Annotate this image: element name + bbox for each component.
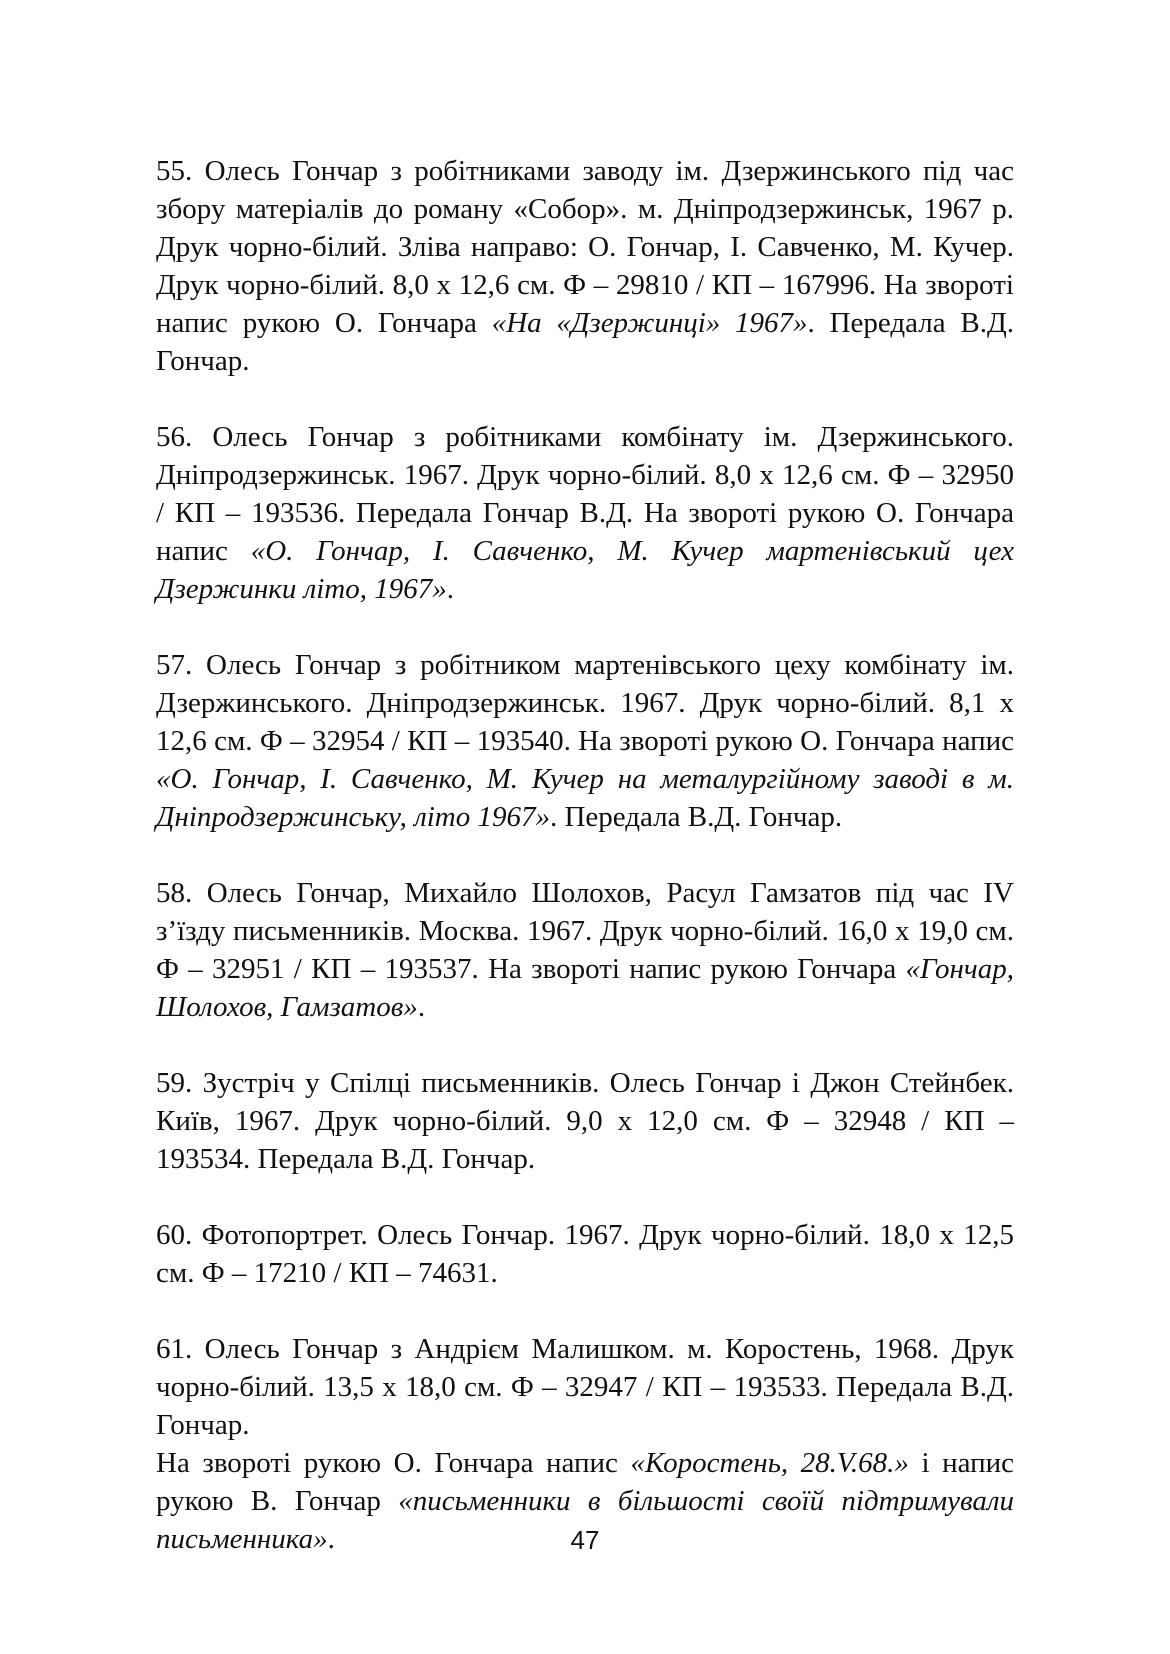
entry-text: Олесь Гончар, Михайло Шолохов, Расул Гамзатов під час IV з’їзду письменників. Москва. 1967. Друк чорно-білий. 16,0 х 19,0 см. Ф – 32951 / КП – 193537. На звороті напис рукою Гончара [156, 877, 1014, 985]
catalog-entry-59 [156, 1064, 1014, 1178]
catalog-entry-58 [156, 874, 1014, 1026]
entry-text: Зустріч у Спілці письменників. Олесь Гончар і Джон Стейнбек. Київ, 1967. Друк чорно-білий. 9,0 х 12,0 см. Ф – 32948 / КП – 193534. Передала В.Д. Гончар. [156, 1067, 1014, 1175]
entry-text: і напис рукою В. Гончар [156, 1447, 1014, 1517]
entry-inscription: «Коростень, 28.V.68.» [630, 1447, 909, 1479]
entry-number: 57. [156, 649, 193, 681]
entry-text: Олесь Гончар з робітниками комбінату ім. Дзержинського. Дніпродзержинськ. 1967. Друк чорно-білий. 8,0 х 12,6 см. Ф – 32950 / КП – 193536. Передала Гончар В.Д. На звороті рукою О. Гончара напис [156, 421, 1014, 567]
entry-inscription: «На «Дзержинці» 1967» [491, 307, 808, 339]
entry-text: . Передала В.Д. Гончар. [549, 801, 843, 833]
page-number: 47 [570, 1525, 600, 1555]
entry-paragraph [156, 874, 1014, 1026]
entry-number: 61. [156, 1333, 193, 1365]
entry-paragraph [156, 646, 1014, 836]
entry-inscription: «Гончар, Шолохов, Гамзатов» [156, 953, 1014, 1023]
entry-number: 55. [156, 155, 193, 187]
entry-text: Олесь Гончар з робітником мартенівського цеху комбінату ім. Дзержинського. Дніпродзержинськ. 1967. Друк чорно-білий. 8,1 х 12,6 см. Ф – 32954 / КП – 193540. На звороті рукою О. Гончара напис [156, 649, 1015, 757]
entry-text: Фотопортрет. Олесь Гончар. 1967. Друк чорно-білий. 18,0 х 12,5 см. Ф – 17210 / КП – 74631. [156, 1219, 1014, 1289]
entry-number: 58. [156, 877, 193, 909]
catalog-entry-56 [156, 418, 1014, 608]
catalog-entry-61 [156, 1330, 1014, 1558]
entry-paragraph [156, 418, 1014, 608]
entry-text: . [327, 1523, 335, 1555]
catalog-entries [156, 152, 1014, 1596]
entry-paragraph [156, 152, 1014, 380]
catalog-entry-55 [156, 152, 1014, 380]
entry-number: 56. [156, 421, 193, 453]
entry-paragraph [156, 1330, 1014, 1444]
catalog-entry-57 [156, 646, 1014, 836]
entry-text: . [446, 573, 454, 605]
entry-paragraph [156, 1216, 1014, 1292]
entry-inscription: «О. Гончар, І. Савченко, М. Кучер мартенівський цех Дзержинки літо, 1967» [156, 535, 1014, 605]
entry-text: . [417, 991, 426, 1023]
entry-inscription: «О. Гончар, І. Савченко, М. Кучер на металургійному заводі в м. Дніпродзержинську, літо 1967» [156, 763, 1014, 833]
entry-number: 59. [156, 1067, 193, 1099]
entry-text: Олесь Гончар з Андрієм Малишком. м. Коростень, 1968. Друк чорно-білий. 13,5 х 18,0 см. Ф – 32947 / КП – 193533. Передала В.Д. Гончар. [156, 1333, 1015, 1441]
entry-inscription: «письменники в більшості своїй підтримували письменника» [156, 1485, 1015, 1555]
entry-text: . Передала В.Д. Гончар. [156, 307, 1015, 377]
catalog-entry-60 [156, 1216, 1014, 1292]
entry-number: 60. [156, 1219, 193, 1251]
entry-text: На звороті рукою О. Гончара напис [156, 1447, 631, 1479]
entry-paragraph [156, 1064, 1014, 1178]
entry-text: Олесь Гончар з робітниками заводу ім. Дзержинського під час збору матеріалів до роману «Собор». м. Дніпродзержинськ, 1967 р. Друк чорно-білий. Зліва направо: О. Гончар, І. Савченко, М. Кучер. Друк чорно-білий. 8,0 х 12,6 см. Ф – 29810 / КП – 167996. На звороті напис рукою О. Гончара [156, 155, 1015, 339]
